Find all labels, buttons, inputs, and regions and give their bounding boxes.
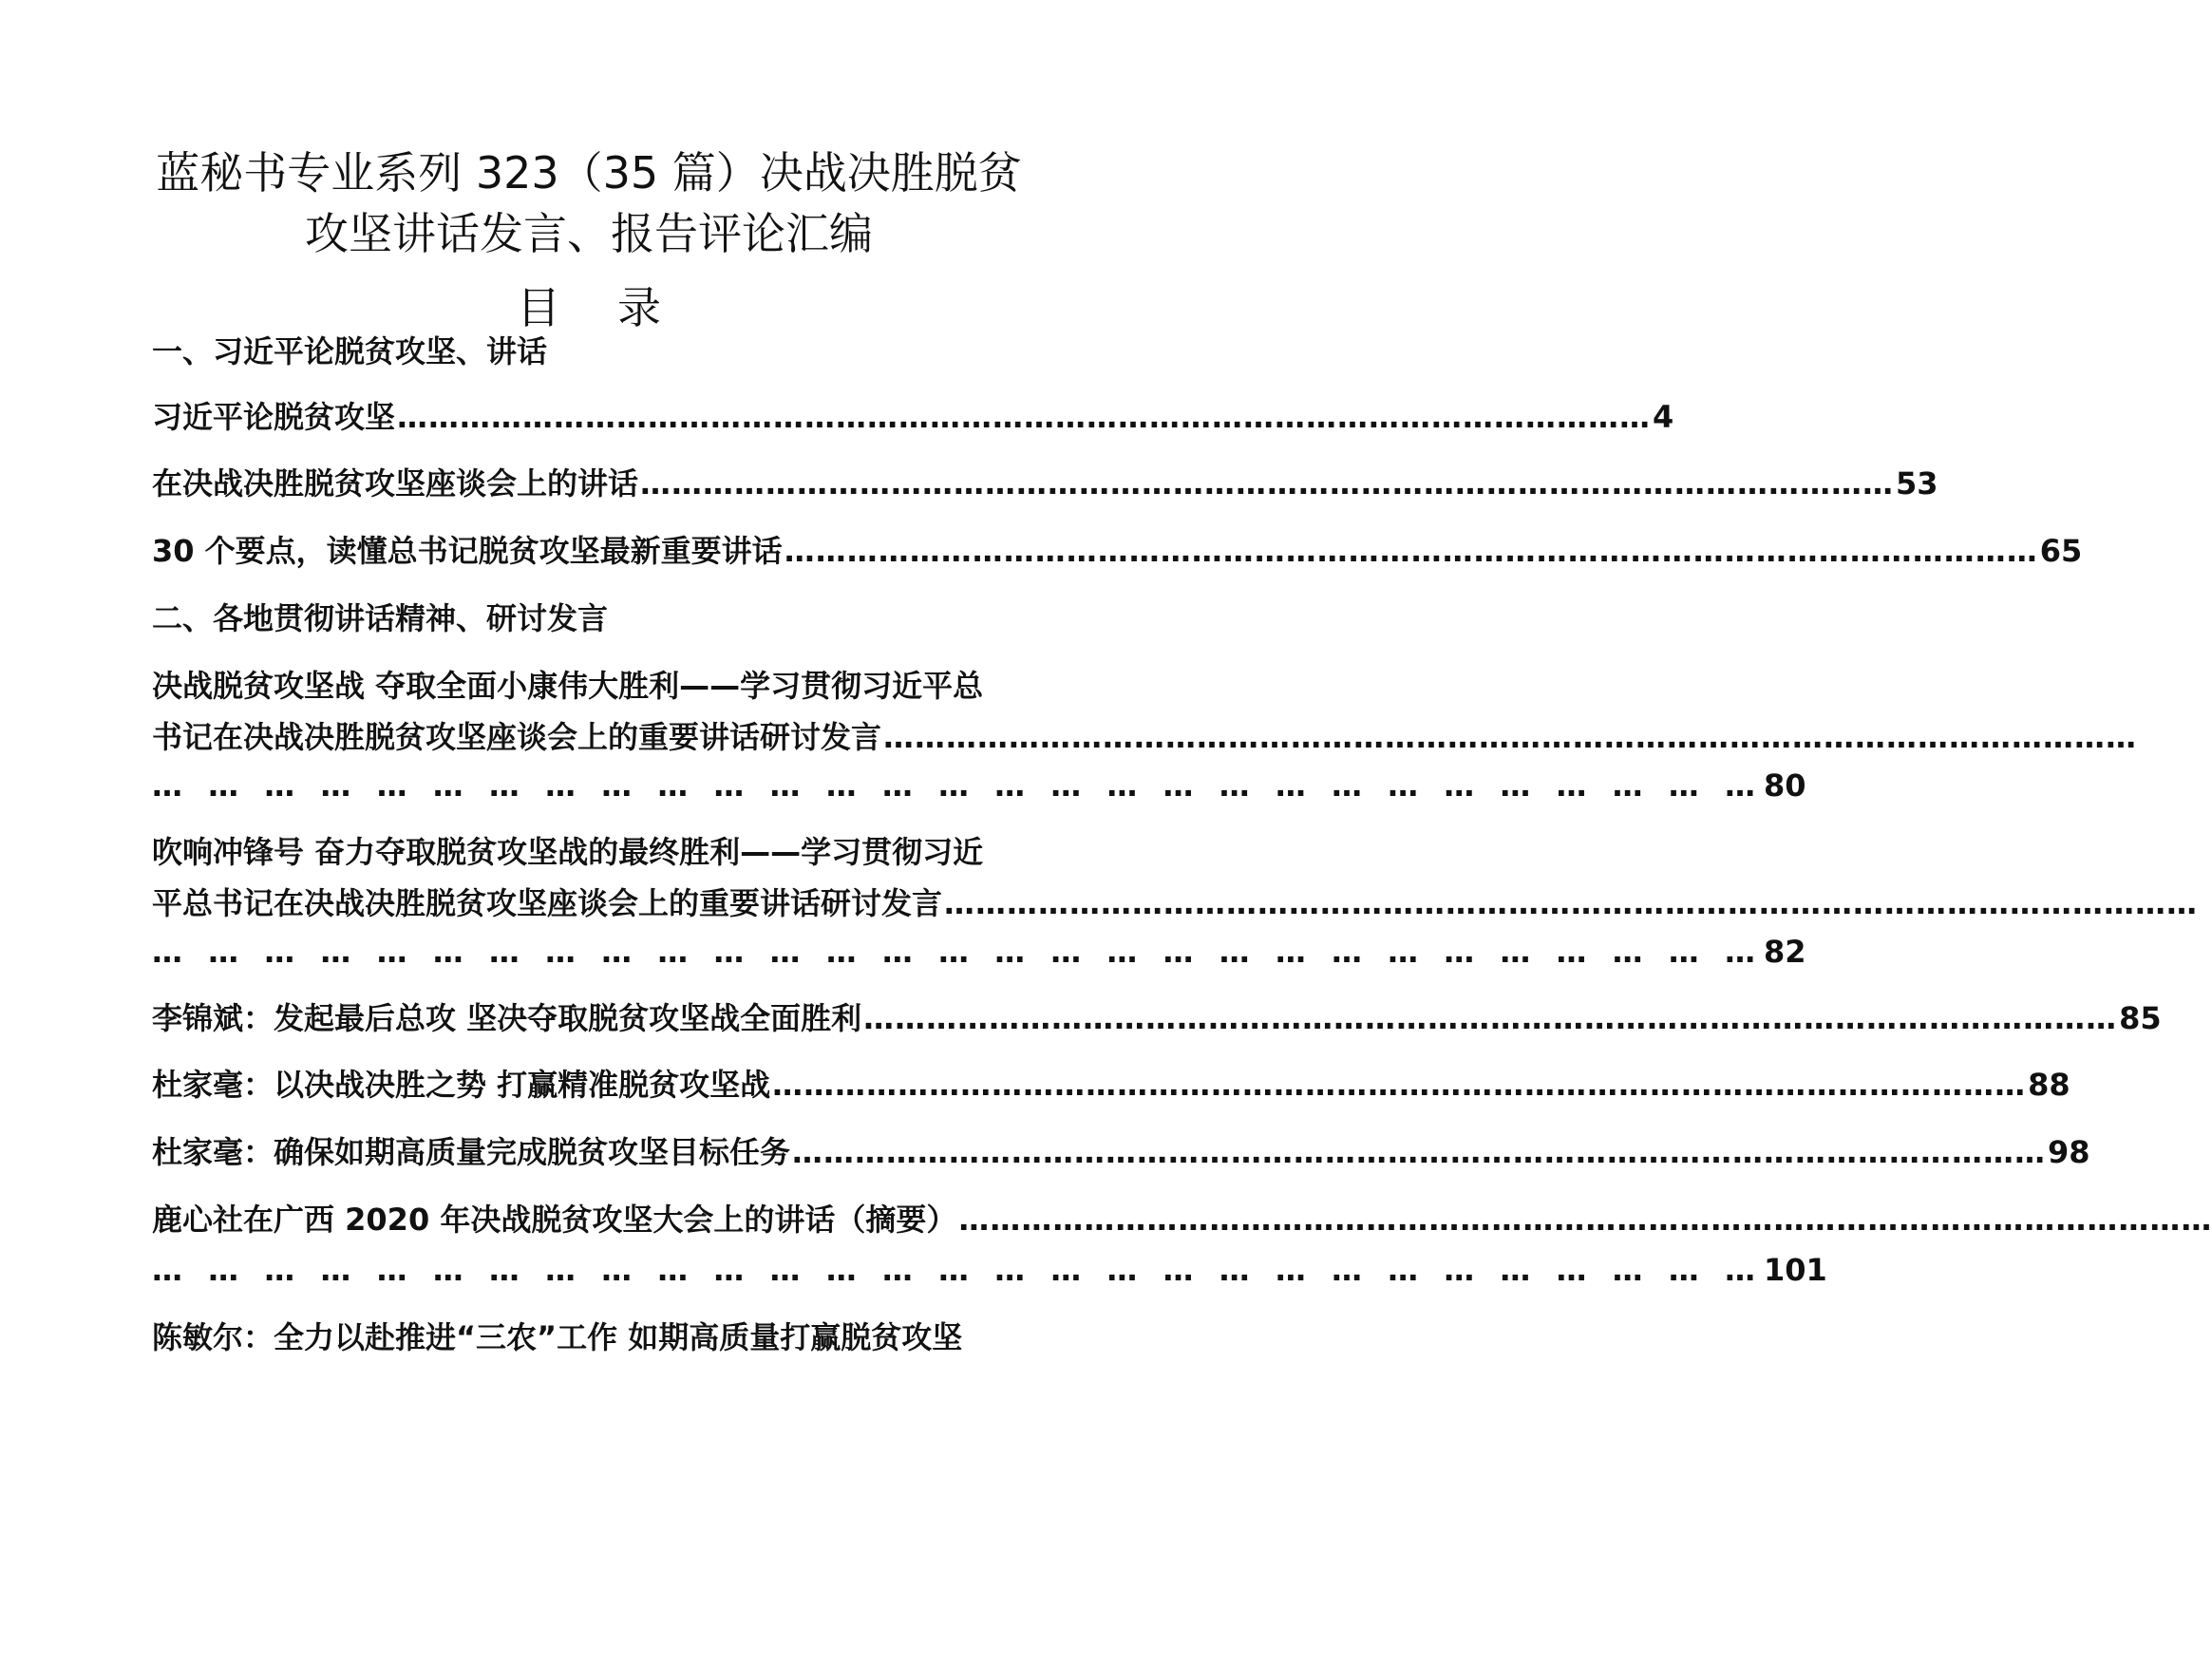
toc-entry-page: 85 <box>2119 1000 2162 1036</box>
toc-entry-title: 杜家毫：确保如期高质量完成脱贫攻坚目标任务 <box>152 1134 791 1170</box>
toc-entry[interactable] <box>152 996 2162 1040</box>
toc-leader-dots: ………………………………………………………………………………………………………… <box>944 885 2199 921</box>
toc-leader-dots: ………………………………………………………………………………………………………… <box>397 399 1652 435</box>
toc-leader-dots: … … … … … … … … … … … … … … … … … … … … … … … … … … … … … <box>152 767 1756 804</box>
toc-entry-leader-line <box>152 1248 1827 1292</box>
toc-leader-dots: … … … … … … … … … … … … … … … … … … … … … … … … … … … … … <box>152 934 1756 970</box>
toc-leader-dots: ………………………………………………………………………………………………………… <box>863 1000 2118 1036</box>
toc-entry-title: 书记在决战决胜脱贫攻坚座谈会上的重要讲话研讨发言 <box>152 719 882 755</box>
toc-entry-leader-line <box>152 930 1806 974</box>
toc-entry-page: 65 <box>2039 533 2083 569</box>
toc-entry-title-line1[interactable] <box>152 1198 2212 1241</box>
toc-entry-page: 80 <box>1763 767 1806 804</box>
toc-heading <box>0 281 1178 334</box>
toc-leader-dots: ………………………………………………………………………………………………………… <box>792 1134 2047 1170</box>
toc-entry-page: 4 <box>1653 399 1674 435</box>
document-title-line1: 蓝秘书专业系列 323（35 篇）决战决胜脱贫 <box>156 147 1022 199</box>
toc-entry-page: 53 <box>1896 465 1938 502</box>
toc-leader-dots: ………………………………………………………………………………………………………… <box>640 465 1895 502</box>
toc-section-heading: 一、习近平论脱贫攻坚、讲话 <box>152 333 548 369</box>
toc-entry-title-line2[interactable] <box>152 881 2199 925</box>
toc-entry-title: 李锦斌：发起最后总攻 坚决夺取脱贫攻坚战全面胜利 <box>152 1000 862 1036</box>
toc-leader-dots: ………………………………………………………………………………………………………… <box>883 719 2138 755</box>
toc-entry-title-line1[interactable]: 陈敏尔：全力以赴推进“三农”工作 如期高质量打赢脱贫攻坚 <box>152 1319 963 1355</box>
toc-leader-dots: ………………………………………………………………………………………………………… <box>784 533 2038 569</box>
toc-leader-dots: ………………………………………………………………………………………………………… <box>958 1202 2212 1238</box>
toc-entry[interactable] <box>152 1063 2070 1107</box>
toc-entry-page: 82 <box>1763 934 1806 970</box>
toc-entry[interactable] <box>152 395 1674 439</box>
toc-entry-page: 88 <box>2028 1067 2070 1103</box>
toc-entry-title: 习近平论脱贫攻坚 <box>152 399 396 435</box>
toc-entry-leader-line <box>152 764 1806 807</box>
document-title-line2: 攻坚讲话发言、报告评论汇编 <box>305 208 873 259</box>
toc-leader-dots: … … … … … … … … … … … … … … … … … … … … … … … … … … … … … <box>152 1252 1756 1288</box>
toc-entry-page: 101 <box>1763 1252 1827 1288</box>
toc-entry[interactable] <box>152 529 2083 573</box>
toc-entry-title-line1[interactable]: 吹响冲锋号 奋力夺取脱贫攻坚战的最终胜利——学习贯彻习近 <box>152 834 984 870</box>
toc-heading-char1: 目 <box>517 282 560 333</box>
toc-entry-title: 平总书记在决战决胜脱贫攻坚座谈会上的重要讲话研讨发言 <box>152 885 943 921</box>
toc-entry[interactable] <box>152 1130 2090 1174</box>
toc-leader-dots: ………………………………………………………………………………………………………… <box>772 1067 2027 1103</box>
toc-section-heading: 二、各地贯彻讲话精神、研讨发言 <box>152 600 609 636</box>
toc-entry[interactable] <box>152 462 1938 505</box>
toc-heading-char2: 录 <box>617 282 661 333</box>
toc-entry-title-line2[interactable] <box>152 715 2138 759</box>
toc-entry-title-line1[interactable]: 决战脱贫攻坚战 夺取全面小康伟大胜利——学习贯彻习近平总 <box>152 668 984 704</box>
toc-entry-title: 鹿心社在广西 2020 年决战脱贫攻坚大会上的讲话（摘要） <box>152 1202 957 1238</box>
toc-entry-title: 在决战决胜脱贫攻坚座谈会上的讲话 <box>152 465 639 502</box>
toc-entry-title: 杜家毫：以决战决胜之势 打赢精准脱贫攻坚战 <box>152 1067 771 1103</box>
toc-entry-title: 30 个要点，读懂总书记脱贫攻坚最新重要讲话 <box>152 533 783 569</box>
toc-entry-page: 98 <box>2048 1134 2090 1170</box>
